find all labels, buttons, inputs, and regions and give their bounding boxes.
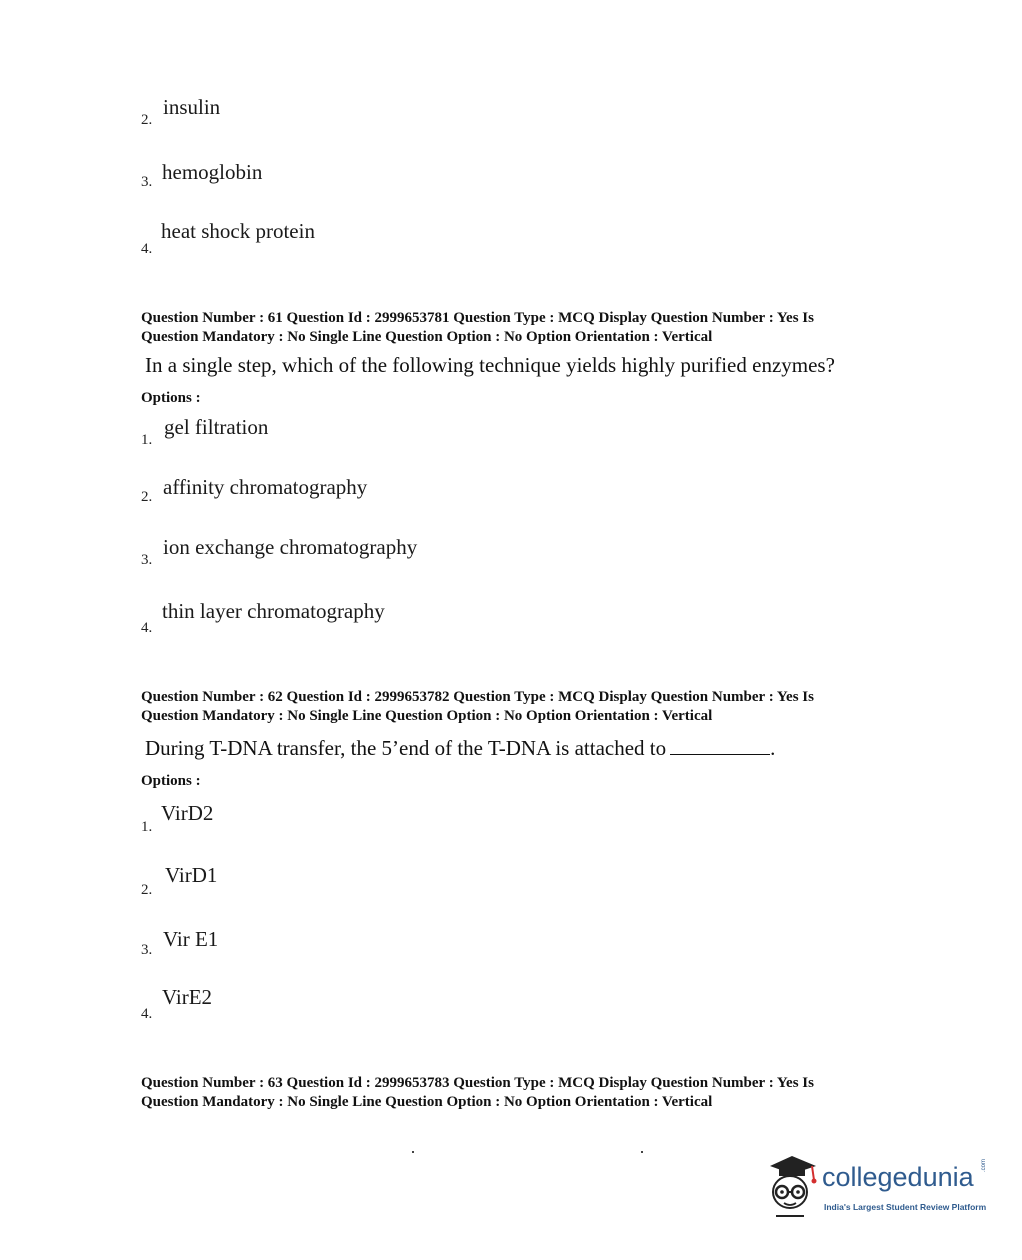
option-number: 1. (141, 819, 153, 835)
question-meta (141, 688, 901, 726)
question-meta-line: Question Mandatory : No Single Line Question Option : No Option Orientation : Vertical (141, 329, 713, 345)
question-meta-line: Question Number : 62 Question Id : 2999653782 Question Type : MCQ Display Question Number : Yes Is (141, 689, 814, 705)
option-number: 4. (141, 241, 153, 257)
option-text: VirE2 (162, 985, 213, 1009)
option-text: hemoglobin (162, 160, 263, 184)
scan-artifact (412, 1151, 414, 1153)
logo-tagline: India's Largest Student Review Platform (824, 1202, 987, 1212)
question-meta-line: Question Mandatory : No Single Line Question Option : No Option Orientation : Vertical (141, 1094, 713, 1110)
answer-blank (670, 740, 770, 755)
options-label: Options : (141, 773, 201, 789)
option-text: affinity chromatography (163, 475, 368, 499)
option-number: 4. (141, 620, 153, 636)
scan-artifact (641, 1151, 643, 1153)
question-text-main: During T-DNA transfer, the 5’end of the T-DNA is attached to (145, 736, 667, 760)
option-number: 2. (141, 489, 153, 505)
option-text: heat shock protein (161, 219, 315, 243)
option-number: 3. (141, 552, 153, 568)
question-meta-line: Question Number : 63 Question Id : 2999653783 Question Type : MCQ Display Question Number : Yes Is (141, 1075, 814, 1091)
option-number: 1. (141, 432, 153, 448)
option-number: 3. (141, 174, 153, 190)
option-text: gel filtration (164, 415, 269, 439)
question-meta-line: Question Mandatory : No Single Line Question Option : No Option Orientation : Vertical (141, 708, 713, 724)
option-text: insulin (163, 95, 221, 119)
option-text: VirD2 (161, 801, 214, 825)
question-meta (141, 1074, 901, 1112)
option-number: 2. (141, 882, 153, 898)
mascot-icon (762, 1152, 822, 1224)
options-label: Options : (141, 390, 201, 406)
option-number: 2. (141, 112, 153, 128)
question-text (145, 736, 775, 761)
option-number: 4. (141, 1006, 153, 1022)
option-number: 3. (141, 942, 153, 958)
collegedunia-logo (762, 1152, 1002, 1224)
question-meta-line: Question Number : 61 Question Id : 2999653781 Question Type : MCQ Display Question Number : Yes Is (141, 310, 814, 326)
question-text: In a single step, which of the following technique yields highly purified enzymes? (145, 353, 835, 377)
option-text: thin layer chromatography (162, 599, 385, 623)
question-text-end: . (770, 736, 776, 760)
logo-suffix: .com (981, 1158, 987, 1172)
logo-wordmark: collegedunia (822, 1162, 974, 1192)
option-text: Vir E1 (163, 927, 219, 951)
option-text: ion exchange chromatography (163, 535, 418, 559)
question-meta (141, 309, 901, 347)
option-text: VirD1 (165, 863, 218, 887)
